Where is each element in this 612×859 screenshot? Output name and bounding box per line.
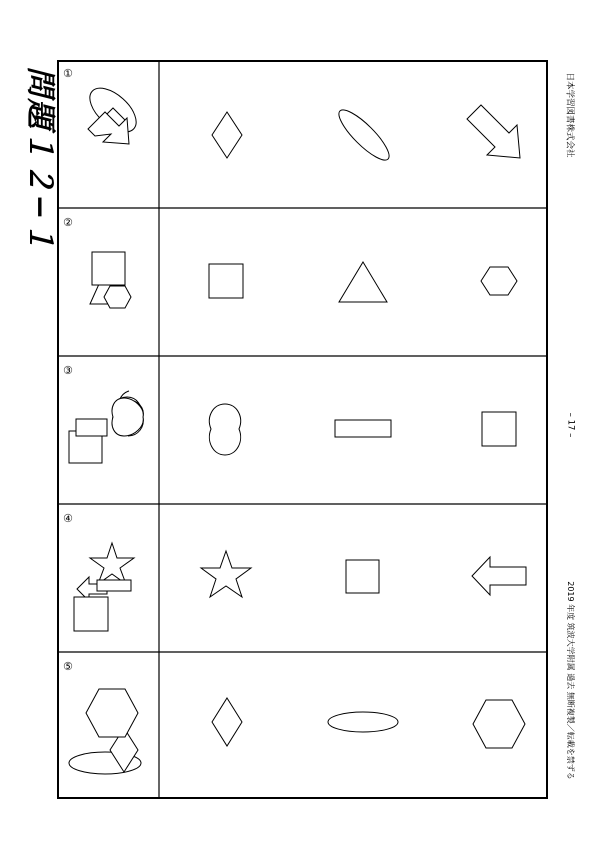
option-square[interactable] [346,560,379,593]
row-1 [63,67,520,166]
option-triangle[interactable] [339,262,387,302]
composite-figure [82,80,144,144]
row-label: ⑤ [63,660,73,673]
row-label: ④ [63,512,73,525]
page-title: 問題１２−１ [23,66,59,254]
problem-grid [57,60,548,799]
composite-figure [69,391,143,463]
option-hexagon[interactable] [473,700,525,748]
option-diamond[interactable] [212,698,242,746]
option-arrow[interactable] [467,105,520,158]
row-label: ② [63,216,73,229]
option-square[interactable] [482,412,516,446]
option-rectangle[interactable] [335,420,391,437]
option-diamond[interactable] [212,112,242,158]
option-double-circle[interactable] [209,404,240,455]
composite-figure [90,252,131,308]
row-4 [63,512,526,631]
publisher-name: 日本学習図書株式会社 [564,72,575,158]
row-3 [63,364,516,463]
option-hexagon[interactable] [481,267,517,295]
composite-figure [69,689,141,774]
option-star[interactable] [201,551,251,597]
page-number: – 17 – [565,412,576,438]
option-ellipse[interactable] [328,712,398,732]
option-ellipse[interactable] [333,104,395,166]
option-arrow[interactable] [472,557,526,595]
row-label: ① [63,67,73,80]
row-5 [63,660,525,774]
copyright-footer: 2019 年度 筑波大学附属 過去 無断複製／転載を禁ずる [565,580,575,780]
composite-figure [74,543,134,631]
row-label: ③ [63,364,73,377]
option-square[interactable] [209,264,243,298]
row-2 [63,216,517,308]
